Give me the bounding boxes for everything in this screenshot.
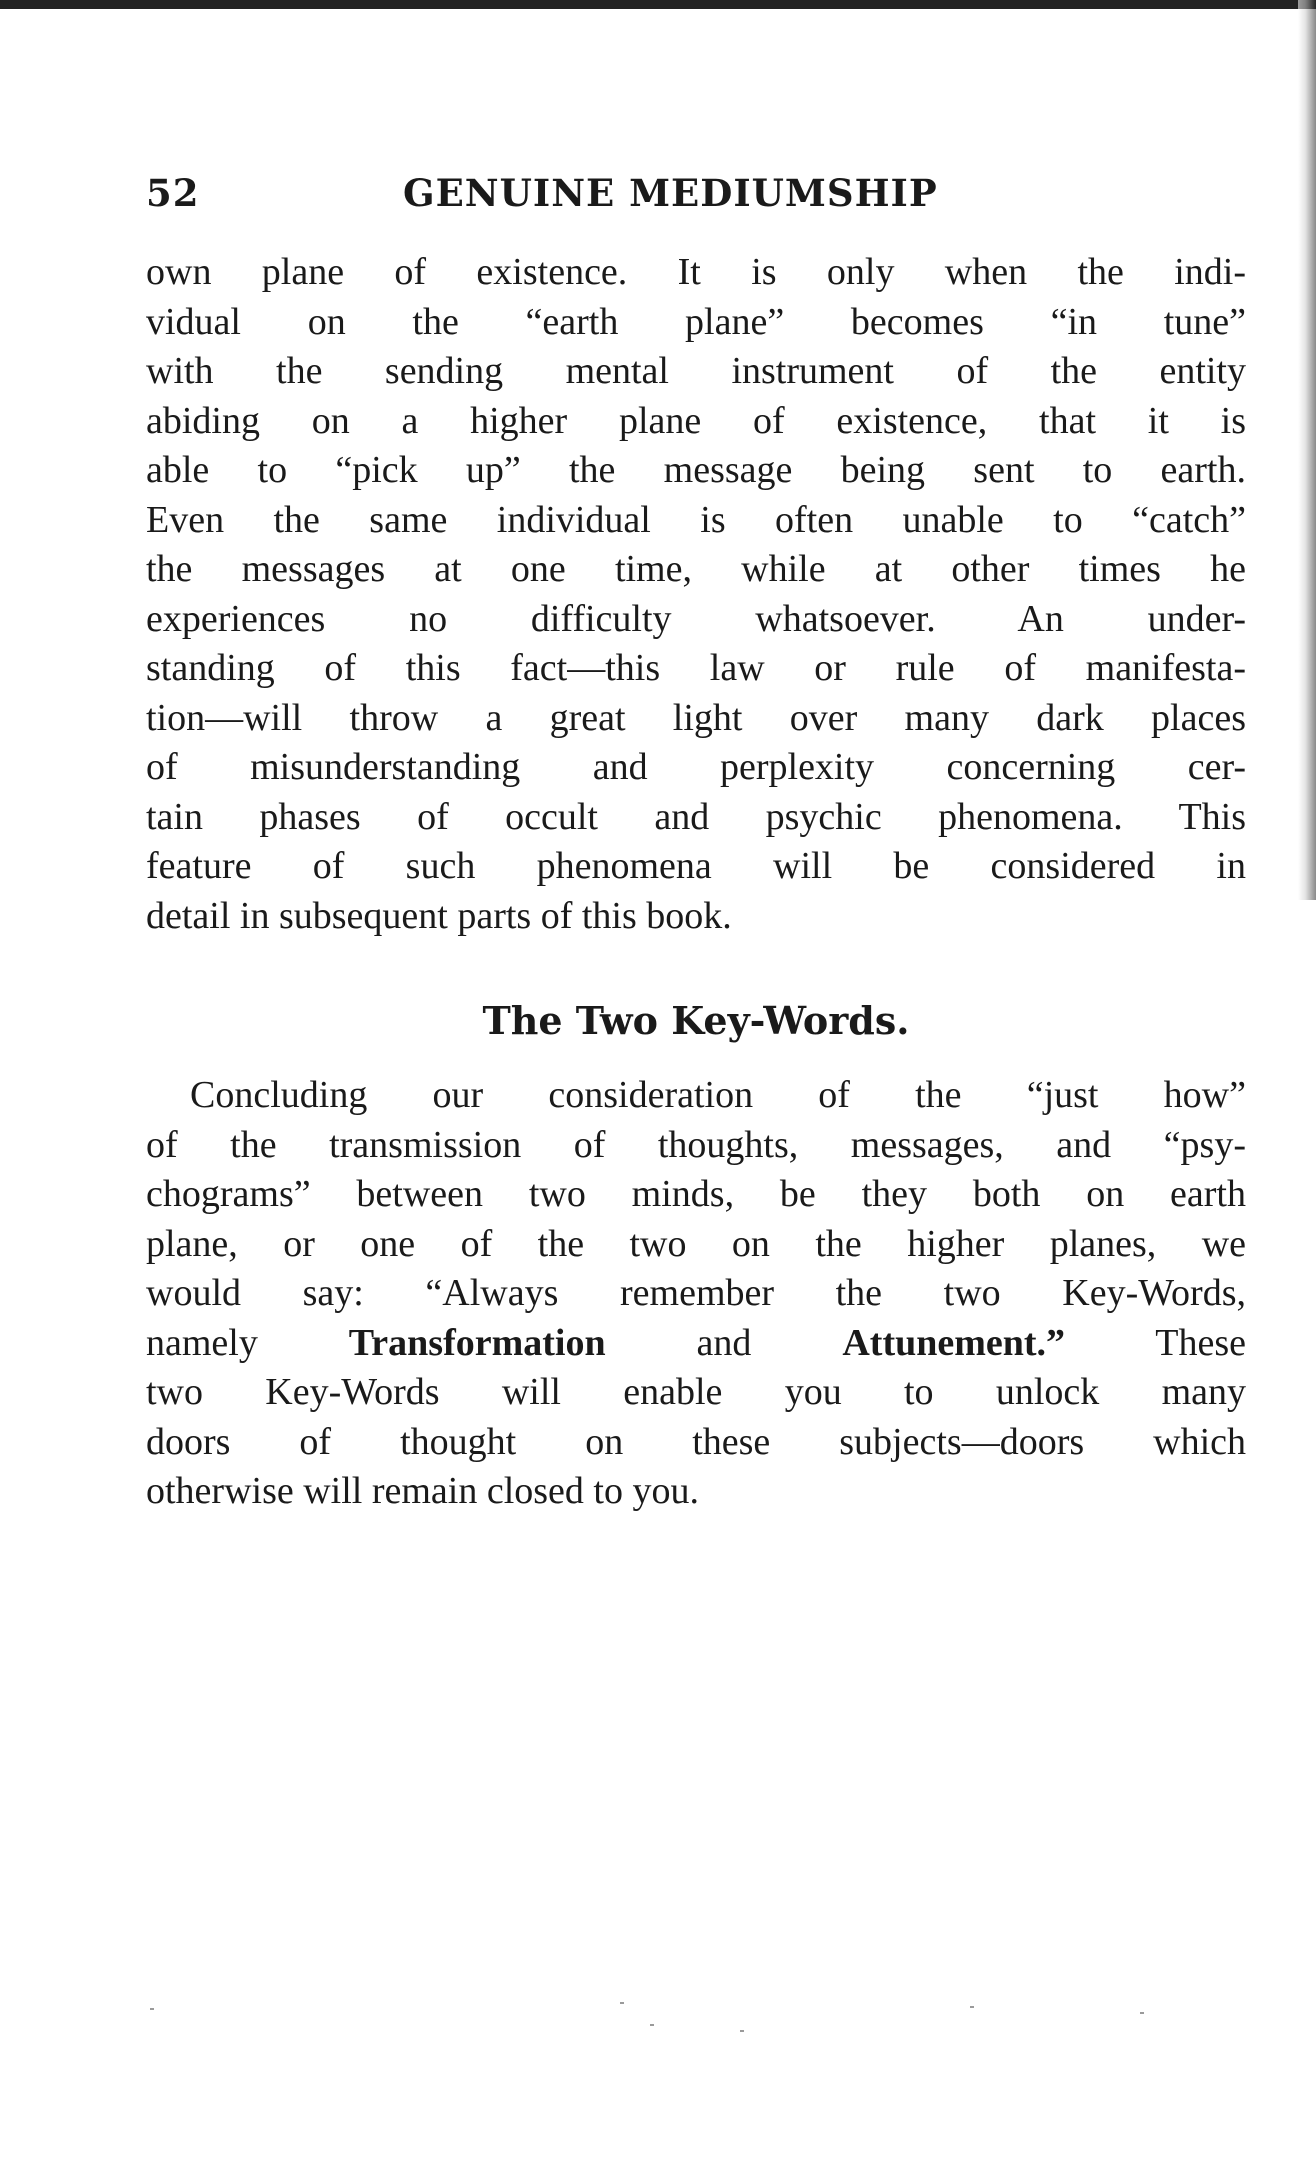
text-run: namely xyxy=(146,1321,258,1364)
paper-speck xyxy=(620,2002,624,2004)
text-line: would say: “Always remember the two Key-Words, xyxy=(146,1272,1246,1314)
paragraph-key-words xyxy=(146,1071,1246,1517)
text-line: plane, or one of the two on the higher planes, we xyxy=(146,1222,1246,1265)
text-line: detail in subsequent parts of this book. xyxy=(146,894,732,937)
text-line: standing of this fact—this law or rule of manifesta- xyxy=(146,647,1246,689)
section-heading: The Two Key-Words. xyxy=(482,998,910,1043)
text-line: tain phases of occult and psychic phenomena. This xyxy=(146,795,1246,838)
text-run: and xyxy=(696,1321,752,1364)
text-line: feature of such phenomena will be considered in xyxy=(146,845,1246,887)
text-line-key-words xyxy=(146,1319,1246,1369)
key-word-attunement: Attunement.” xyxy=(842,1321,1066,1364)
paper-specks xyxy=(150,2000,1150,2040)
paper-speck xyxy=(1140,2012,1144,2014)
paper-speck xyxy=(740,2030,744,2032)
text-line: tion—will throw a great light over many dark places xyxy=(146,696,1246,739)
text-line: Concluding our consideration of the “just how” xyxy=(190,1074,1246,1116)
text-line: able to “pick up” the message being sent to earth. xyxy=(146,449,1246,491)
text-line: of the transmission of thoughts, messages, and “psy- xyxy=(146,1123,1246,1166)
text-line: two Key-Words will enable you to unlock many xyxy=(146,1371,1246,1413)
text-run: These xyxy=(1155,1321,1247,1364)
text-line: Even the same individual is often unable to “catch” xyxy=(146,498,1246,541)
key-word-transformation: Transformation xyxy=(348,1321,606,1364)
page-binding-shadow xyxy=(1298,0,1316,900)
text-line: chograms” between two minds, be they both on earth xyxy=(146,1173,1246,1215)
text-line: the messages at one time, while at other times he xyxy=(146,548,1246,590)
paper-speck xyxy=(650,2024,654,2026)
page-number: 52 xyxy=(146,171,200,215)
text-line: own plane of existence. It is only when the indi- xyxy=(146,251,1246,293)
text-line: experiences no difficulty whatsoever. An under- xyxy=(146,597,1246,640)
text-line: vidual on the “earth plane” becomes “in tune” xyxy=(146,300,1246,343)
page-top-edge xyxy=(0,0,1316,9)
text-line: abiding on a higher plane of existence, that it is xyxy=(146,399,1246,442)
text-line: with the sending mental instrument of the entity xyxy=(146,350,1246,392)
paragraph-existence-planes xyxy=(146,248,1246,941)
running-title: GENUINE MEDIUMSHIP xyxy=(403,171,938,215)
paper-speck xyxy=(970,2006,974,2008)
running-head xyxy=(146,168,1246,218)
text-line: doors of thought on these subjects—doors which xyxy=(146,1420,1246,1463)
text-line: otherwise will remain closed to you. xyxy=(146,1470,699,1512)
text-line: of misunderstanding and perplexity concerning cer- xyxy=(146,746,1246,788)
paper-speck xyxy=(150,2008,154,2010)
